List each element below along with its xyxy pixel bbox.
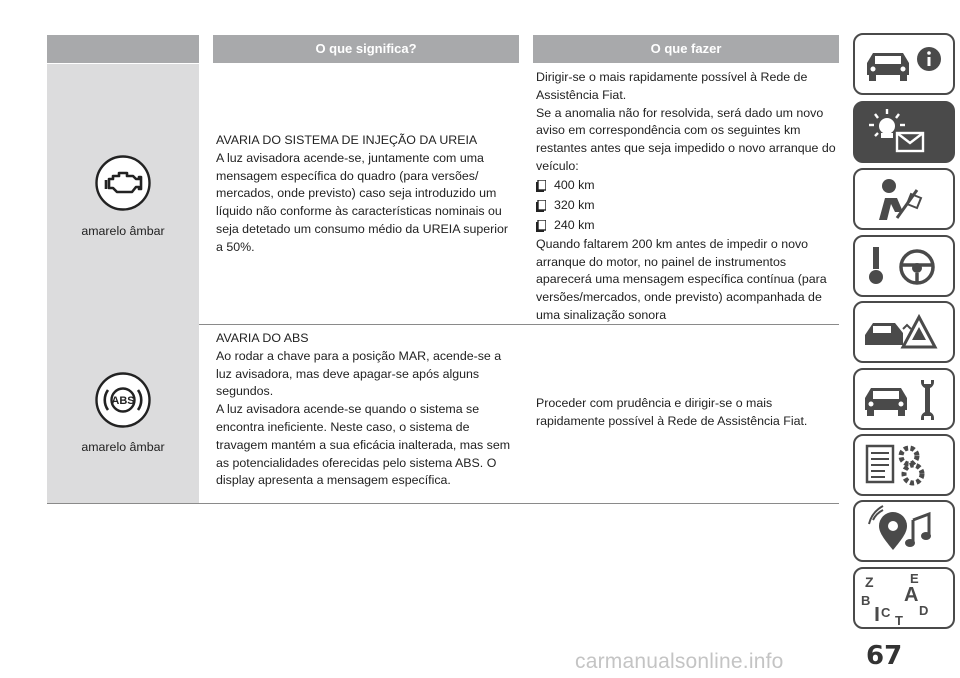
nav-tab-car-info[interactable] <box>853 33 955 95</box>
nav-tab-technical-data[interactable] <box>853 434 955 496</box>
nav-tab-index[interactable] <box>853 567 955 629</box>
action-line: Dirigir-se o mais rapidamente possível à Rede de <box>536 70 808 84</box>
meaning-line: mercados, onde previsto) caso seja introduzido um <box>216 186 497 201</box>
meaning-line: as potencialidades oferecidas pelo sistema ABS. O <box>216 455 497 470</box>
meaning-title: AVARIA DO ABS <box>216 331 309 345</box>
action-line: arranque do motor, no painel de instrumentos <box>536 254 787 269</box>
action-line: Proceder com prudência e dirigir-se o mais <box>536 396 773 410</box>
nav-tab-emergency[interactable] <box>853 301 955 363</box>
lamp-color-label: amarelo âmbar <box>81 440 165 454</box>
car-wrench-icon <box>855 370 953 428</box>
action-line: veículo: <box>536 158 579 173</box>
checkbox-bullet-icon <box>536 200 546 212</box>
svg-text:E: E <box>910 571 919 586</box>
multimedia-music-icon <box>855 502 953 560</box>
checkbox-bullet-icon <box>536 220 546 232</box>
nav-tab-warning-lights[interactable] <box>853 101 955 163</box>
meaning-line: encontra ineficiente. Neste caso, o sistema de <box>216 419 470 434</box>
header-cell-lamp <box>47 35 199 63</box>
checkbox-bullet-icon <box>536 180 546 192</box>
engine-warning-icon <box>95 155 151 211</box>
action-text <box>536 69 836 325</box>
meaning-line: A luz avisadora acende-se, juntamente com uma <box>216 150 484 165</box>
svg-text:T: T <box>895 613 903 627</box>
meaning-text <box>216 132 508 257</box>
meaning-line: líquido não conforme às características nominais ou <box>216 204 502 219</box>
nav-tab-maintenance[interactable] <box>853 368 955 430</box>
crash-warning-triangle-icon <box>855 303 953 361</box>
meaning-line: travagem mantém a sua eficácia inalterada, mas sem <box>216 437 511 452</box>
meaning-line: display apresenta a mensagem específica. <box>216 473 451 488</box>
meaning-line: A luz avisadora acende-se quando o sistema se <box>216 402 480 417</box>
airbag-seat-icon <box>855 170 953 228</box>
abs-icon-text: ABS <box>111 395 135 407</box>
meaning-title: AVARIA DO SISTEMA DE INJEÇÃO DA UREIA <box>216 133 478 147</box>
action-line: aparecerá uma mensagem específica contínua (para <box>536 272 827 287</box>
bullet-item <box>536 176 836 196</box>
action-line: aviso em correspondência com os seguintes km <box>536 123 801 138</box>
header-cell-meaning: O que significa? <box>213 35 519 63</box>
action-line: rapidamente possível à Rede de Assistência Fiat. <box>536 413 808 428</box>
bullet-text: 320 km <box>554 197 595 212</box>
meaning-line: Ao rodar a chave para a posição MAR, acende-se a <box>216 348 502 363</box>
meaning-line: segundos. <box>216 384 274 399</box>
lamp-color-label: amarelo âmbar <box>81 224 165 238</box>
action-line: versões/mercados, onde previsto) acompanhada de <box>536 290 822 305</box>
nav-tab-safety[interactable] <box>853 168 955 230</box>
car-info-icon <box>855 35 953 93</box>
specs-gears-icon <box>855 436 953 494</box>
alphabetical-index-icon <box>855 569 953 627</box>
warning-light-message-icon <box>855 103 953 161</box>
key-steering-wheel-icon <box>855 237 953 295</box>
lamp-cell <box>47 64 199 360</box>
action-line: uma sinalização sonora <box>536 307 667 322</box>
meaning-text <box>216 330 510 490</box>
bullet-item <box>536 196 836 216</box>
abs-warning-icon <box>95 372 151 428</box>
action-line: Se a anomalia não for resolvida, será dado um novo <box>536 105 824 120</box>
nav-tab-multimedia[interactable] <box>853 500 955 562</box>
action-line: Assistência Fiat. <box>536 87 627 102</box>
meaning-line: a 50%. <box>216 239 255 254</box>
bullet-item <box>536 216 836 236</box>
meaning-line: mensagem específica do quadro (para versões/ <box>216 168 479 183</box>
svg-text:B: B <box>861 593 871 608</box>
page-number: 67 <box>866 641 903 671</box>
nav-tab-starting-driving[interactable] <box>853 235 955 297</box>
meaning-line: luz avisadora, mas deve apagar-se após alguns <box>216 366 480 381</box>
action-line: restantes antes que seja impedido o novo arranque do <box>536 141 836 156</box>
svg-text:C: C <box>881 605 891 620</box>
action-text <box>536 395 807 431</box>
svg-text:D: D <box>919 603 929 618</box>
svg-text:A: A <box>904 584 919 606</box>
header-cell-action: O que fazer <box>533 35 839 63</box>
meaning-line: seja detetado um consumo médio da UREIA superior <box>216 221 509 236</box>
row-divider <box>199 324 839 325</box>
bullet-text: 240 km <box>554 217 595 232</box>
bullet-text: 400 km <box>554 177 595 192</box>
table-bottom-border <box>47 503 839 504</box>
action-line: Quando faltarem 200 km antes de impedir o novo <box>536 236 809 251</box>
svg-text:Z: Z <box>865 574 874 590</box>
watermark: carmanualsonline.info <box>575 650 784 673</box>
